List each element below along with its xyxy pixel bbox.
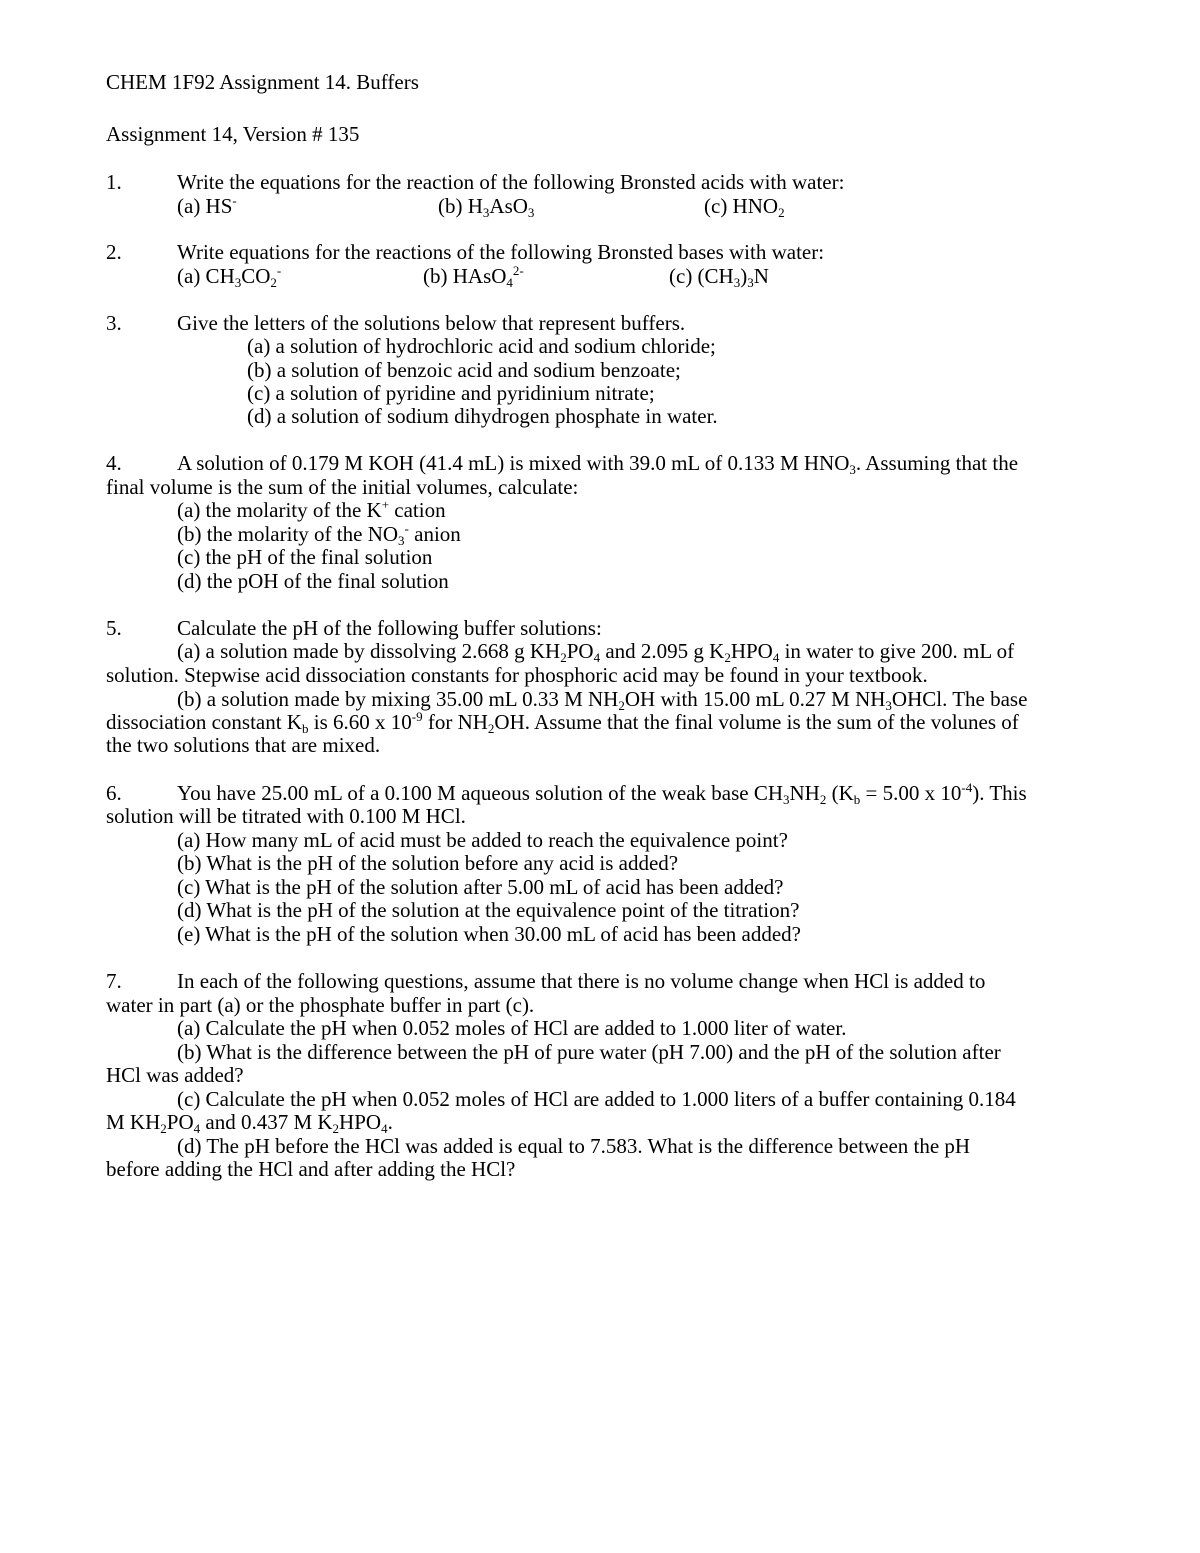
item-c: (c) $HNO_2$ — [704, 194, 785, 220]
item-a-continued: solution. Stepwise acid dissociation constants for phosphoric acid may be found in your textbook. — [106, 663, 928, 687]
item-a: (a) Calculate the pH when 0.052 moles of HCl are added to 1.000 liter of water. — [177, 1016, 847, 1040]
question-text-continued: solution will be titrated with 0.100 M HCl. — [106, 804, 466, 828]
item-d-continued: before adding the HCl and after adding the HCl? — [106, 1157, 516, 1181]
item-b-continued: HCl was added? — [106, 1063, 244, 1087]
question-text-continued: final volume is the sum of the initial volumes, calculate: — [106, 475, 579, 499]
item-a: (a) How many mL of acid must be added to reach the equivalence point? — [177, 828, 788, 852]
item-a: (a) a solution made by dissolving 2.668 g $KH_2PO_4$ and 2.095 g $K_2HPO_4$ in water to give 200. mL of — [177, 639, 1015, 665]
item-b: (b) a solution made by mixing 35.00 mL 0.33 M $NH_2OH$ with 15.00 mL 0.27 M $NH_3OHCl$. The base — [177, 687, 1028, 713]
question-number: 1. — [106, 170, 122, 194]
item-c-continued: M $KH_2PO_4$ and 0.437 M $K_2HPO_4$. — [106, 1110, 393, 1136]
question-number: 5. — [106, 616, 122, 640]
item-b-continued: the two solutions that are mixed. — [106, 733, 381, 757]
version-line: Assignment 14, Version # 135 — [106, 122, 360, 146]
question-text: Write equations for the reactions of the following Bronsted bases with water: — [177, 240, 825, 264]
item-c: (c) Calculate the pH when 0.052 moles of HCl are added to 1.000 liters of a buffer containing 0.184 — [177, 1087, 1016, 1111]
question-text: Give the letters of the solutions below that represent buffers. — [177, 311, 686, 335]
question-text: Write the equations for the reaction of the following Bronsted acids with water: — [177, 170, 845, 194]
item-c: (c) $(CH_3)_3N$ — [669, 264, 769, 290]
question-number: 7. — [106, 969, 122, 993]
item-b: (b) a solution of benzoic acid and sodium benzoate; — [247, 358, 681, 382]
item-d: (d) the pOH of the final solution — [177, 569, 449, 593]
question-text: You have 25.00 mL of a 0.100 M aqueous solution of the weak base $CH_3NH_2$ ($K_b = 5.00$ x $10^{-4}$). This — [177, 780, 1027, 807]
item-b: (b) HAsO$_4^{2-}$ — [423, 263, 524, 290]
item-c: (c) What is the pH of the solution after 5.00 mL of acid has been added? — [177, 875, 784, 899]
document-title: CHEM 1F92 Assignment 14. Buffers — [106, 70, 419, 94]
item-b: (b) What is the pH of the solution before any acid is added? — [177, 851, 679, 875]
item-a: (a) a solution of hydrochloric acid and sodium chloride; — [247, 334, 716, 358]
item-a: (a) HS- — [177, 193, 237, 218]
item-d: (d) a solution of sodium dihydrogen phosphate in water. — [247, 404, 718, 428]
question-number: 2. — [106, 240, 122, 264]
item-e: (e) What is the pH of the solution when 30.00 mL of acid has been added? — [177, 922, 801, 946]
item-d: (d) The pH before the HCl was added is equal to 7.583. What is the difference between the pH — [177, 1134, 971, 1158]
question-text: In each of the following questions, assume that there is no volume change when HCl is added to — [177, 969, 986, 993]
question-number: 4. — [106, 451, 122, 475]
question-text: A solution of 0.179 M KOH (41.4 mL) is mixed with 39.0 mL of 0.133 M $HNO_3$. Assuming that the — [177, 451, 1019, 477]
item-d: (d) What is the pH of the solution at the equivalence point of the titration? — [177, 898, 800, 922]
item-a: (a) $CH_3CO_2^-$ — [177, 263, 282, 290]
question-number: 3. — [106, 311, 122, 335]
question-text-continued: water in part (a) or the phosphate buffer in part (c). — [106, 993, 535, 1017]
item-a: (a) the molarity of the K+ cation — [177, 497, 446, 522]
item-c: (c) the pH of the final solution — [177, 545, 433, 569]
item-b: (b) What is the difference between the pH of pure water (pH 7.00) and the pH of the solution after — [177, 1040, 1001, 1064]
question-number: 6. — [106, 781, 122, 805]
item-c: (c) a solution of pyridine and pyridinium nitrate; — [247, 381, 655, 405]
item-b: (b) $H_3AsO_3$ — [438, 194, 535, 220]
item-b-continued: dissociation constant $K_b$ is 6.60 x $10^{-9}$ for $NH_2OH$. Assume that the final volume is the sum of the volunes of — [106, 709, 1019, 736]
item-b: (b) the molarity of the $NO_3^-$ anion — [177, 521, 461, 548]
question-text: Calculate the pH of the following buffer solutions: — [177, 616, 602, 640]
